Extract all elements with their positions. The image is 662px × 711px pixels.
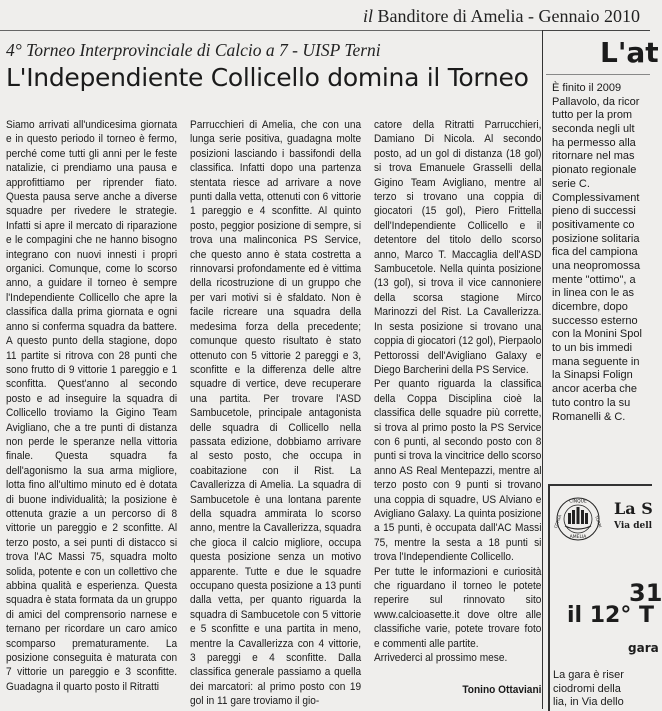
text-line: positivamente co bbox=[552, 218, 635, 231]
ad-date-number: 31 bbox=[629, 579, 662, 607]
text-line: mente "ottimo", a bbox=[552, 273, 636, 286]
sidebar-rule bbox=[546, 74, 650, 75]
ad-title: La S bbox=[614, 499, 653, 518]
text-line: in linea con le as bbox=[552, 287, 634, 300]
article-paragraph: Per quanto riguarda la classifica della Coppa Disciplina cioè la classifica delle squadre più corrette, si trova al primo posto la PS Service con 6 punti, al secondo posto con 8 punti si trova la vincitrice dello scorso anno AS Real Mentepazzi, mentre al terzo posto con 9 punti si trovano una coppia di squadre, US Alviano e Avigliano Galaxy. La quinta posizione a 15 punti, è occupata dall'AC Massi 75, mentre la sesta a 18 punti si trova l'Independiente Collicello. bbox=[374, 378, 542, 564]
logo-text-left: CORSA bbox=[552, 514, 563, 529]
article-column-1 bbox=[6, 118, 177, 708]
text-line: tutto per la prom bbox=[552, 109, 633, 122]
text-line: serie C. bbox=[552, 177, 590, 190]
text-line: la Sinapsi Folign bbox=[552, 369, 633, 382]
newspaper-title-il: il bbox=[363, 6, 374, 26]
text-line: tuto contro la su bbox=[552, 396, 631, 409]
article-paragraph: catore della Ritratti Parrucchieri, Damiano Di Nicola. Al secondo posto, ad un gol di distanza (18 gol) si trova Emanuele Grasselli della Gigino Team Avigliano, mentre al terzo si trovano una coppia di giocatori (15 gol), Piero Frittella dell'Independiente Collicello e il detentore del titolo dello scorso anno, Marco T. Maccaglia dell'ASD Sambucetole. Nella quinta posizione (13 gol), si trova il vice cannoniere della scorsa stagione Mirco Marinozzi del Rist. La Cavallerizza. In sesta posizione si trovano una coppia di giocatori (12 gol), Pierpaolo Pettorossi dell'Avigliano Galaxy e Diego Barcherini della PS Service. bbox=[374, 119, 542, 376]
article-paragraph: Arrivederci al prossimo mese. bbox=[374, 652, 508, 665]
text-line: pieno di successi bbox=[552, 205, 636, 218]
text-line: successo esterno bbox=[552, 314, 638, 327]
ad-text bbox=[553, 669, 650, 709]
article-headline: L'Independiente Collicello domina il Torneo bbox=[6, 63, 529, 92]
article-paragraph: Parrucchieri di Amelia, che con una lunga serie positiva, guadagna molte posizioni lasciando i bassifondi della classifica. Infatti dopo una partenza stentata riesce ad arrivare a nove punti dalla vetta, ottenuti con 6 vittorie 1 pareggio e 4 sconfitte. Al quinto posto, peggior posizione di sempre, si trova una malinconica PS Service, che questo anno è stata costretta a rinnovarsi profondamente ed è vittima della ricostruzione di un gruppo che per vari motivi si è sfaldato. Non è facile ricreare una squadra della medesima forza della precedente; comunque questo risultato è stato ottenuto con 5 vittorie 2 pareggi e 3, sconfitte e la differenza delle altre squadre di vertice, deve recuperare una partita. Per trovare l'ASD Sambucetole, principale antagonista delle squadra di Collicello nella passata edizione, dobbiamo arrivare al sesto posto, che occupa in coabitazione con il Rist. La Cavallerizza di Amelia. La squadra di Sambucetole è una lontana parente della squadra ammirata lo scorso anno, mentre la Cavallerizza, squadra che gioca il calcio migliore, occupa questa posizione senza un motivo apparente. Tutte e due le squadre occupano questa posizione a 13 punti dalla vetta, per quanto riguarda la squadra di Sambucetole con 5 vittorie e 5 sconfitte e una partita in meno, mentre la Cavallerizza con 4 vittorie, 3 pareggi e 4 sconfitte. Dalla classifica generale passiamo a quella dei marcatori: al primo posto con 19 gol in 11 gare troviamo il gio- bbox=[190, 119, 362, 708]
ad-tournament: il 12° T bbox=[567, 603, 655, 628]
header-rule bbox=[0, 30, 542, 31]
logo-text-top: CINQUE bbox=[569, 499, 587, 505]
article-paragraph: Siamo arrivati all'undicesima giornata e in questo periodo il torneo è fermo, perché come tutti gli anni per le feste natalizie, ci prendiamo una pausa e approfittiamo per riprender fiato. Questa pausa serve anche a diverse squadre per rivedere le strategie. Infatti si apre il mercato di riparazione e le compagini che ne hanno bisogno integrano con nuovi innesti i propri organici. Comunque, come lo scorso anno, a guidare il torneo è sempre l'Independiente Collicello che apre la classifica dalla prima giornata e ogni anno si conferma squadra da battere. A questo punto della stagione, dopo 11 partite si ritrova con 28 punti che sono frutto di 9 vittorie 1 pareggio e 1 sconfitta. Quest'anno al secondo posto e ad inseguire la squadra di Collicello troviamo la Gigino Team Avigliano, che a tre punti di distanza non perde le speranze nella vittoria finale. Questa squadra fa dell'agonismo la sua arma migliore, lotta fino all'ultimo minuto ed è dotata di buone individualità; la posizione è ottenuta grazie a un percorso di 8 vittorie un pareggio e 2 sconfitte. Al terzo posto, a sei punti di distacco si trova l'AC Massi 75, squadra molto solida, potente e con un collettivo che abbina qualità e esperienza. Questa squadra è stata formata da un gruppo di amici del comprensorio narnese e ternano per ricordare un caro amico scomparso prematuramente. La posizione conseguita è maturata con 7 vittorie un pareggio e 3 sconfitte. Guadagna il quarto posto il Ritratti bbox=[6, 119, 178, 693]
text-line: La gara è riser bbox=[553, 669, 624, 681]
article-kicker: 4° Torneo Interprovinciale di Calcio a 7 - UISP Terni bbox=[6, 40, 381, 60]
newspaper-title bbox=[363, 6, 640, 27]
article-column-3 bbox=[374, 118, 541, 708]
text-line: dicembre, dopo bbox=[552, 301, 628, 313]
text-line: ancor acerba che bbox=[552, 383, 637, 396]
newspaper-title-rest: Banditore di Amelia - Gennaio 2010 bbox=[377, 6, 640, 26]
text-line: con la Monini Spol bbox=[552, 328, 642, 341]
article-column-2 bbox=[190, 118, 361, 708]
logo-text-bottom: AMELIA bbox=[569, 535, 587, 540]
page-header bbox=[0, 0, 650, 31]
text-line: fica del campiona bbox=[552, 246, 638, 259]
text-line: ritornare nel mas bbox=[552, 150, 635, 163]
sidebar-article bbox=[552, 82, 650, 474]
text-line: Pallavolo, da ricor bbox=[552, 95, 640, 108]
ad-subtitle: Via dell bbox=[614, 521, 653, 531]
text-line: È finito il 2009 bbox=[552, 82, 622, 94]
article-byline: Tonino Ottaviani bbox=[462, 684, 542, 697]
text-line: mana seguente in bbox=[552, 355, 640, 368]
sidebar-headline: L'at bbox=[600, 36, 659, 69]
text-line: Complessivament bbox=[552, 191, 640, 204]
article-paragraph: Per tutte le informazioni e curiosità che riguardano il torneo le potete reperire sul rinnovato sito www.calcioasette.it dove oltre alle classifiche varie, potete trovare foto e commenti alle partite. bbox=[374, 565, 542, 650]
corsa-cinque-torri-logo-icon bbox=[553, 496, 603, 542]
text-line: seconda negli ult bbox=[552, 123, 635, 136]
text-line: pionato regionale bbox=[552, 164, 637, 177]
column-divider bbox=[542, 30, 543, 709]
text-line: posizione solitaria bbox=[552, 232, 640, 245]
text-line: una neopromossa bbox=[552, 259, 641, 272]
text-line: Romanelli & C. bbox=[552, 410, 626, 423]
ad-gara: gara bbox=[628, 641, 659, 655]
logo-text-right: TORRI bbox=[593, 514, 603, 529]
text-line: lia, in Via dello bbox=[553, 696, 624, 708]
text-line: to un bis immedi bbox=[552, 342, 633, 355]
text-line: ciodromi della bbox=[553, 682, 621, 695]
text-line: ha permesso alla bbox=[552, 136, 636, 149]
